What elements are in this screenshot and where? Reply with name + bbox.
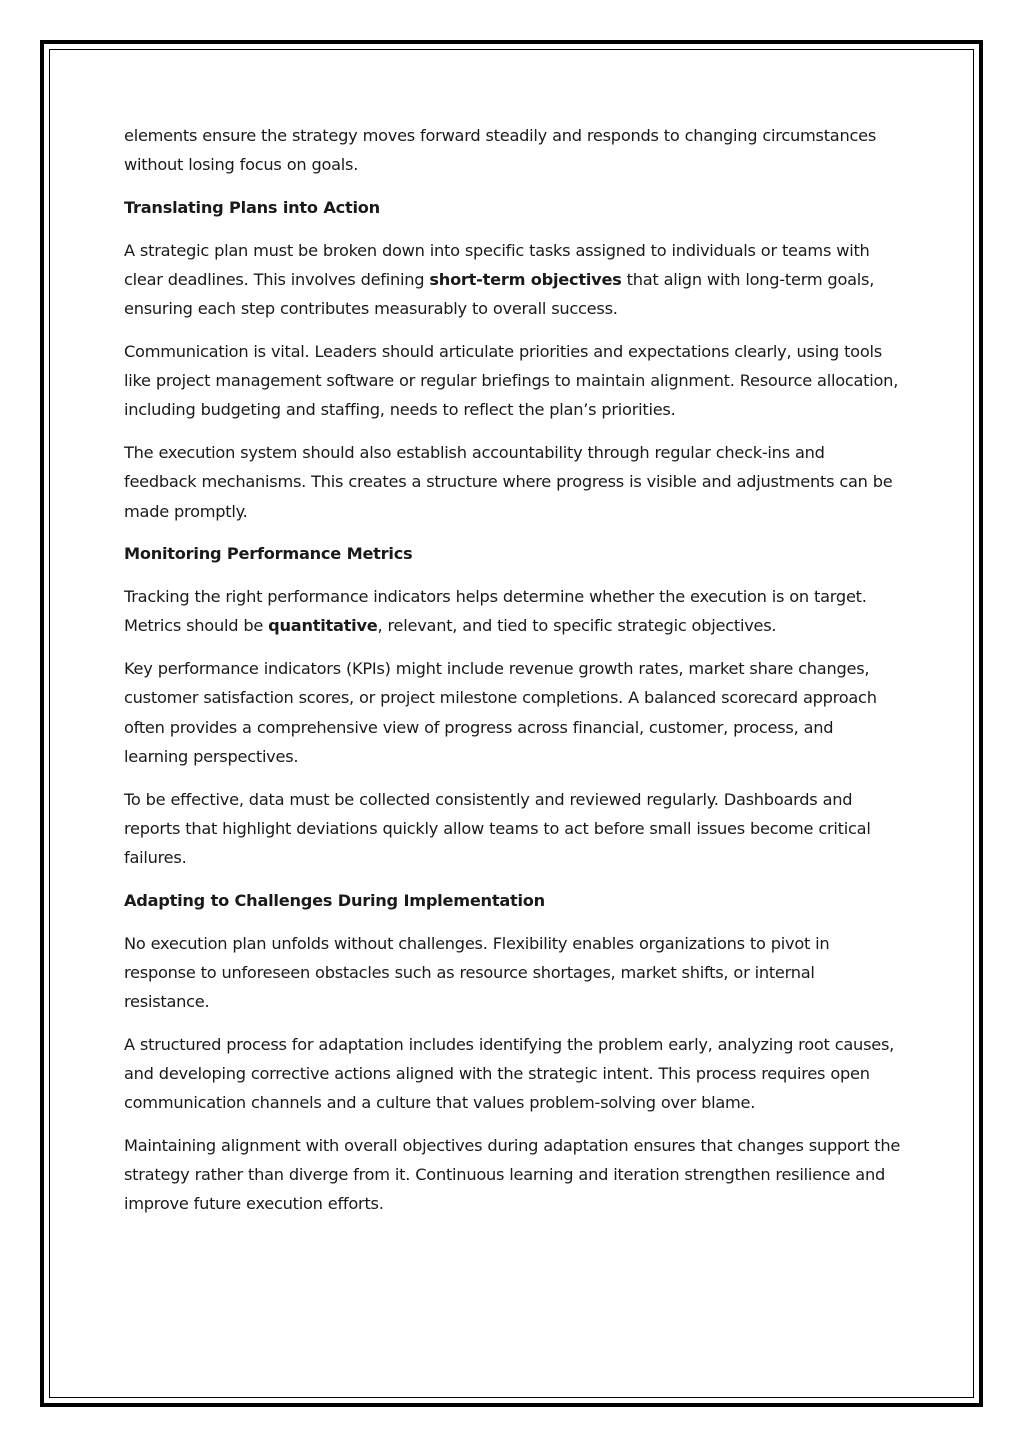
paragraph: Communication is vital. Leaders should articulate priorities and expectations clearly, using tools like project management software or regular briefings to maintain alignment. Resource allocation, including budgeting and staffing, needs to reflect the plan’s priorities.	[124, 342, 899, 420]
section-heading-monitoring-metrics: Monitoring Performance Metrics	[124, 544, 413, 564]
paragraph: A structured process for adaptation includes identifying the problem early, analyzing root causes, and developing corrective actions aligned with the strategic intent. This process requires open communication channels and a culture that values problem-solving over blame.	[124, 1034, 895, 1113]
paragraph: Key performance indicators (KPIs) might include revenue growth rates, market share changes, customer satisfaction scores, or project milestone completions. A balanced scorecard approach often provides a comprehensive view of progress across financial, customer, process, and learning perspectives.	[124, 659, 877, 766]
paragraph-text: that align with long-term goals, ensuring each step contributes measurably to overall success.	[124, 270, 875, 319]
document-body	[124, 121, 902, 1232]
intro-paragraph: elements ensure the strategy moves forward steadily and responds to changing circumstances without losing focus on goals.	[124, 126, 877, 175]
paragraph: The execution system should also establish accountability through regular check-ins and feedback mechanisms. This creates a structure where progress is visible and adjustments can be made promptly.	[124, 443, 893, 521]
paragraph	[124, 582, 902, 640]
paragraph-text: , relevant, and tied to specific strategic objectives.	[377, 616, 777, 636]
bold-term: short-term objectives	[429, 270, 622, 289]
paragraph: To be effective, data must be collected consistently and reviewed regularly. Dashboards and reports that highlight deviations quickly allow teams to act before small issues become critical failures.	[124, 789, 871, 868]
bold-term: quantitative	[268, 616, 378, 636]
paragraph-text: A strategic plan must be broken down into specific tasks assigned to individuals or teams with clear deadlines. This involves defining	[124, 240, 870, 289]
paragraph	[124, 236, 902, 324]
paragraph: Maintaining alignment with overall objectives during adaptation ensures that changes support the strategy rather than diverge from it. Continuous learning and iteration strengthen resilience and improve future execution efforts.	[124, 1136, 901, 1214]
section-heading-translating-plans: Translating Plans into Action	[124, 198, 380, 217]
paragraph-text: Tracking the right performance indicators helps determine whether the execution is on target. Metrics should be	[124, 587, 867, 636]
section-heading-adapting-challenges: Adapting to Challenges During Implementation	[124, 890, 545, 910]
paragraph: No execution plan unfolds without challenges. Flexibility enables organizations to pivot in response to unforeseen obstacles such as resource shortages, market shifts, or internal resistance.	[124, 933, 830, 1012]
